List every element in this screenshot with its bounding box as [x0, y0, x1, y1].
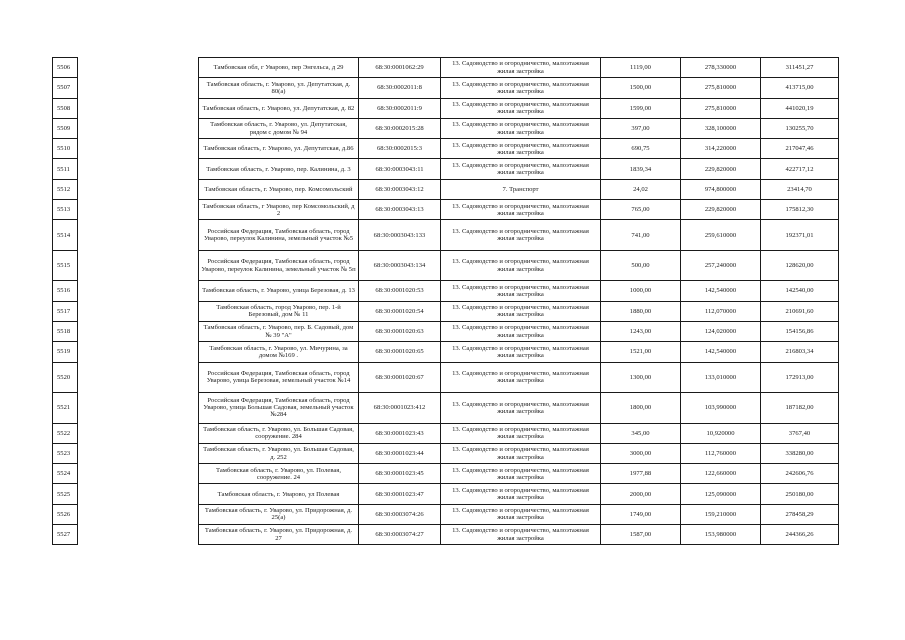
row-number-cell: 5525: [53, 484, 78, 504]
land-cadastre-table: [52, 57, 839, 545]
area-cell: 1880,00: [601, 301, 681, 321]
address-cell: Тамбовская область, город Уварово, пер. 1-й Березовый, дом № 11: [199, 301, 359, 321]
cadastral-number-cell: 68:30:0003043:11: [359, 159, 441, 179]
table-row: [53, 139, 839, 159]
row-number-cell: 5519: [53, 342, 78, 362]
spacer-cell: [78, 220, 199, 251]
address-cell: Российская Федерация, Тамбовская область, город Уварово, переулок Калинина, земельный участок № 5п: [199, 250, 359, 281]
specific-value-cell: 10,920000: [681, 423, 761, 443]
address-cell: Тамбовская область, г. Уварово, ул. Придорожная, д. 25(а): [199, 504, 359, 524]
cadastral-number-cell: 68:30:0003074:26: [359, 504, 441, 524]
cadastral-number-cell: 68:30:0003043:134: [359, 250, 441, 281]
spacer-cell: [78, 159, 199, 179]
table-row: [53, 362, 839, 393]
land-use-type-cell: 13. Садоводство и огородничество, малоэтажная жилая застройка: [441, 220, 601, 251]
cadastral-value-cell: 242606,76: [761, 464, 839, 484]
row-number-cell: 5526: [53, 504, 78, 524]
area-cell: 2000,00: [601, 484, 681, 504]
row-number-cell: 5521: [53, 393, 78, 424]
spacer-cell: [78, 200, 199, 220]
row-number-cell: 5527: [53, 525, 78, 545]
spacer-cell: [78, 393, 199, 424]
land-use-type-cell: 13. Садоводство и огородничество, малоэтажная жилая застройка: [441, 78, 601, 98]
cadastral-number-cell: 68:30:0001023:412: [359, 393, 441, 424]
table-row: [53, 200, 839, 220]
cadastral-number-cell: 68:30:0003043:13: [359, 200, 441, 220]
table-row: [53, 423, 839, 443]
specific-value-cell: 142,540000: [681, 281, 761, 301]
cadastral-value-cell: 216803,34: [761, 342, 839, 362]
cadastral-value-cell: 311451,27: [761, 58, 839, 78]
row-number-cell: 5524: [53, 464, 78, 484]
spacer-cell: [78, 504, 199, 524]
row-number-cell: 5509: [53, 118, 78, 138]
land-use-type-cell: 13. Садоводство и огородничество, малоэтажная жилая застройка: [441, 443, 601, 463]
address-cell: Тамбовская область, г Уварово, пер Комсомольский, д 2: [199, 200, 359, 220]
spacer-cell: [78, 321, 199, 341]
specific-value-cell: 257,240000: [681, 250, 761, 281]
area-cell: 345,00: [601, 423, 681, 443]
cadastral-value-cell: 175812,30: [761, 200, 839, 220]
table-row: [53, 484, 839, 504]
cadastral-value-cell: 192371,01: [761, 220, 839, 251]
land-use-type-cell: 13. Садоводство и огородничество, малоэтажная жилая застройка: [441, 321, 601, 341]
cadastral-number-cell: 68:30:0001020:65: [359, 342, 441, 362]
row-number-cell: 5514: [53, 220, 78, 251]
area-cell: 690,75: [601, 139, 681, 159]
spacer-cell: [78, 423, 199, 443]
table-body: [53, 58, 839, 545]
table-row: [53, 118, 839, 138]
row-number-cell: 5508: [53, 98, 78, 118]
row-number-cell: 5513: [53, 200, 78, 220]
cadastral-value-cell: 278458,29: [761, 504, 839, 524]
cadastral-number-cell: 68:30:0002011:8: [359, 78, 441, 98]
land-use-type-cell: 13. Садоводство и огородничество, малоэтажная жилая застройка: [441, 301, 601, 321]
land-use-type-cell: 13. Садоводство и огородничество, малоэтажная жилая застройка: [441, 342, 601, 362]
specific-value-cell: 275,810000: [681, 78, 761, 98]
area-cell: 1839,34: [601, 159, 681, 179]
cadastral-value-cell: 422717,12: [761, 159, 839, 179]
cadastral-number-cell: 68:30:0003074:27: [359, 525, 441, 545]
row-number-cell: 5506: [53, 58, 78, 78]
land-use-type-cell: 13. Садоводство и огородничество, малоэтажная жилая застройка: [441, 98, 601, 118]
specific-value-cell: 112,760000: [681, 443, 761, 463]
cadastral-number-cell: 68:30:0002011:9: [359, 98, 441, 118]
spacer-cell: [78, 58, 199, 78]
cadastral-number-cell: 68:30:0001023:43: [359, 423, 441, 443]
cadastral-value-cell: 413715,00: [761, 78, 839, 98]
cadastral-value-cell: 210691,60: [761, 301, 839, 321]
specific-value-cell: 133,010000: [681, 362, 761, 393]
address-cell: Тамбовская область, г. Уварово, ул. Большая Садовая, д. 252: [199, 443, 359, 463]
area-cell: 765,00: [601, 200, 681, 220]
area-cell: 1521,00: [601, 342, 681, 362]
spacer-cell: [78, 250, 199, 281]
table-row: [53, 179, 839, 199]
row-number-cell: 5515: [53, 250, 78, 281]
specific-value-cell: 275,810000: [681, 98, 761, 118]
row-number-cell: 5511: [53, 159, 78, 179]
cadastral-number-cell: 68:30:0002015:28: [359, 118, 441, 138]
area-cell: 1587,00: [601, 525, 681, 545]
spacer-cell: [78, 301, 199, 321]
land-use-type-cell: 13. Садоводство и огородничество, малоэтажная жилая застройка: [441, 362, 601, 393]
address-cell: Тамбовская обл, г Уварово, пер Энгельса, д 29: [199, 58, 359, 78]
table-row: [53, 98, 839, 118]
land-use-type-cell: 13. Садоводство и огородничество, малоэтажная жилая застройка: [441, 118, 601, 138]
land-use-type-cell: 13. Садоводство и огородничество, малоэтажная жилая застройка: [441, 484, 601, 504]
land-use-type-cell: 7. Транспорт: [441, 179, 601, 199]
land-use-type-cell: 13. Садоводство и огородничество, малоэтажная жилая застройка: [441, 504, 601, 524]
area-cell: 1119,00: [601, 58, 681, 78]
land-use-type-cell: 13. Садоводство и огородничество, малоэтажная жилая застройка: [441, 250, 601, 281]
address-cell: Тамбовская область, г. Уварово, ул. Депутатская, д.86: [199, 139, 359, 159]
row-number-cell: 5520: [53, 362, 78, 393]
cadastral-value-cell: 187182,00: [761, 393, 839, 424]
cadastral-value-cell: 441020,19: [761, 98, 839, 118]
row-number-cell: 5523: [53, 443, 78, 463]
table-row: [53, 504, 839, 524]
row-number-cell: 5518: [53, 321, 78, 341]
address-cell: Российская Федерация, Тамбовская область, город Уварово, переулок Калинина, земельный участок №5: [199, 220, 359, 251]
area-cell: 1749,00: [601, 504, 681, 524]
area-cell: 500,00: [601, 250, 681, 281]
specific-value-cell: 122,660000: [681, 464, 761, 484]
row-number-cell: 5510: [53, 139, 78, 159]
cadastral-number-cell: 68:30:0003043:133: [359, 220, 441, 251]
specific-value-cell: 153,980000: [681, 525, 761, 545]
table-row: [53, 281, 839, 301]
table-row: [53, 393, 839, 424]
area-cell: 1300,00: [601, 362, 681, 393]
spacer-cell: [78, 362, 199, 393]
specific-value-cell: 229,820000: [681, 200, 761, 220]
row-number-cell: 5512: [53, 179, 78, 199]
specific-value-cell: 103,990000: [681, 393, 761, 424]
address-cell: Тамбовская область, г. Уварово, ул. Депутатская, д. 80(а): [199, 78, 359, 98]
land-use-type-cell: 13. Садоводство и огородничество, малоэтажная жилая застройка: [441, 281, 601, 301]
land-use-type-cell: 13. Садоводство и огородничество, малоэтажная жилая застройка: [441, 464, 601, 484]
specific-value-cell: 159,210000: [681, 504, 761, 524]
spacer-cell: [78, 139, 199, 159]
row-number-cell: 5522: [53, 423, 78, 443]
area-cell: 741,00: [601, 220, 681, 251]
table-row: [53, 301, 839, 321]
table-row: [53, 443, 839, 463]
spacer-cell: [78, 179, 199, 199]
address-cell: Тамбовская область, г. Уварово, пер. Калинина, д. 3: [199, 159, 359, 179]
cadastral-value-cell: 172913,00: [761, 362, 839, 393]
cadastral-value-cell: 338280,00: [761, 443, 839, 463]
area-cell: 24,02: [601, 179, 681, 199]
cadastral-value-cell: 3767,40: [761, 423, 839, 443]
table-row: [53, 342, 839, 362]
cadastral-number-cell: 68:30:0001020:53: [359, 281, 441, 301]
spacer-cell: [78, 281, 199, 301]
specific-value-cell: 124,020000: [681, 321, 761, 341]
cadastral-number-cell: 68:30:0003043:12: [359, 179, 441, 199]
address-cell: Тамбовская область, г. Уварово, ул. Депутатская, рядом с домом № 94: [199, 118, 359, 138]
specific-value-cell: 125,090000: [681, 484, 761, 504]
row-number-cell: 5516: [53, 281, 78, 301]
cadastral-value-cell: 23414,70: [761, 179, 839, 199]
cadastral-number-cell: 68:30:0001020:63: [359, 321, 441, 341]
row-number-cell: 5507: [53, 78, 78, 98]
spacer-cell: [78, 525, 199, 545]
area-cell: 1500,00: [601, 78, 681, 98]
address-cell: Тамбовская область, г. Уварово, пер. Комсомольский: [199, 179, 359, 199]
area-cell: 1977,88: [601, 464, 681, 484]
cadastral-value-cell: 130255,70: [761, 118, 839, 138]
specific-value-cell: 112,070000: [681, 301, 761, 321]
spacer-cell: [78, 78, 199, 98]
area-cell: 1599,00: [601, 98, 681, 118]
address-cell: Тамбовская область, г. Уварово, ул. Мичурина, за домом №169 .: [199, 342, 359, 362]
land-use-type-cell: 13. Садоводство и огородничество, малоэтажная жилая застройка: [441, 423, 601, 443]
land-use-type-cell: 13. Садоводство и огородничество, малоэтажная жилая застройка: [441, 159, 601, 179]
area-cell: 1000,00: [601, 281, 681, 301]
spacer-cell: [78, 484, 199, 504]
cadastral-value-cell: 250180,00: [761, 484, 839, 504]
specific-value-cell: 974,800000: [681, 179, 761, 199]
table-row: [53, 220, 839, 251]
cadastral-number-cell: 68:30:0002015:3: [359, 139, 441, 159]
spacer-cell: [78, 342, 199, 362]
table-row: [53, 525, 839, 545]
specific-value-cell: 142,540000: [681, 342, 761, 362]
spacer-cell: [78, 118, 199, 138]
area-cell: 397,00: [601, 118, 681, 138]
cadastral-number-cell: 68:30:0001020:54: [359, 301, 441, 321]
cadastral-value-cell: 217047,46: [761, 139, 839, 159]
cadastral-value-cell: 142540,00: [761, 281, 839, 301]
specific-value-cell: 259,610000: [681, 220, 761, 251]
row-number-cell: 5517: [53, 301, 78, 321]
table-row: [53, 250, 839, 281]
land-use-type-cell: 13. Садоводство и огородничество, малоэтажная жилая застройка: [441, 200, 601, 220]
address-cell: Тамбовская область, г. Уварово, ул. Придорожная, д. 27: [199, 525, 359, 545]
area-cell: 1800,00: [601, 393, 681, 424]
cadastral-number-cell: 68:30:0001023:44: [359, 443, 441, 463]
address-cell: Тамбовская область, г. Уварово, ул. Депутатская, д. 82: [199, 98, 359, 118]
area-cell: 3000,00: [601, 443, 681, 463]
table-row: [53, 78, 839, 98]
land-use-type-cell: 13. Садоводство и огородничество, малоэтажная жилая застройка: [441, 525, 601, 545]
spacer-cell: [78, 464, 199, 484]
table-row: [53, 159, 839, 179]
address-cell: Российская Федерация, Тамбовская область, город Уварово, улица Большая Садовая, земельный участок №284: [199, 393, 359, 424]
spacer-cell: [78, 443, 199, 463]
specific-value-cell: 328,100000: [681, 118, 761, 138]
land-use-type-cell: 13. Садоводство и огородничество, малоэтажная жилая застройка: [441, 58, 601, 78]
cadastral-value-cell: 128620,00: [761, 250, 839, 281]
address-cell: Тамбовская область, г. Уварово, ул. Большая Садовая, сооружение. 284: [199, 423, 359, 443]
area-cell: 1243,00: [601, 321, 681, 341]
land-use-type-cell: 13. Садоводство и огородничество, малоэтажная жилая застройка: [441, 393, 601, 424]
land-use-type-cell: 13. Садоводство и огородничество, малоэтажная жилая застройка: [441, 139, 601, 159]
cadastral-number-cell: 68:30:0001062:29: [359, 58, 441, 78]
cadastral-value-cell: 154156,86: [761, 321, 839, 341]
table-row: [53, 321, 839, 341]
address-cell: Российская Федерация, Тамбовская область, город Уварово, улица Березовая, земельный участок №14: [199, 362, 359, 393]
cadastral-number-cell: 68:30:0001020:67: [359, 362, 441, 393]
address-cell: Тамбовская область, г. Уварово, ул Полевая: [199, 484, 359, 504]
cadastral-number-cell: 68:30:0001023:47: [359, 484, 441, 504]
cadastral-value-cell: 244366,26: [761, 525, 839, 545]
table-row: [53, 464, 839, 484]
address-cell: Тамбовская область, г. Уварово, улица Березовая, д. 13: [199, 281, 359, 301]
specific-value-cell: 278,330000: [681, 58, 761, 78]
specific-value-cell: 229,820000: [681, 159, 761, 179]
address-cell: Тамбовская область, г. Уварово, пер. Б. Садовый, дом № 39 "А": [199, 321, 359, 341]
table-row: [53, 58, 839, 78]
address-cell: Тамбовская область, г. Уварово, ул. Полевая, сооружение. 24: [199, 464, 359, 484]
cadastral-number-cell: 68:30:0001023:45: [359, 464, 441, 484]
specific-value-cell: 314,220000: [681, 139, 761, 159]
spacer-cell: [78, 98, 199, 118]
